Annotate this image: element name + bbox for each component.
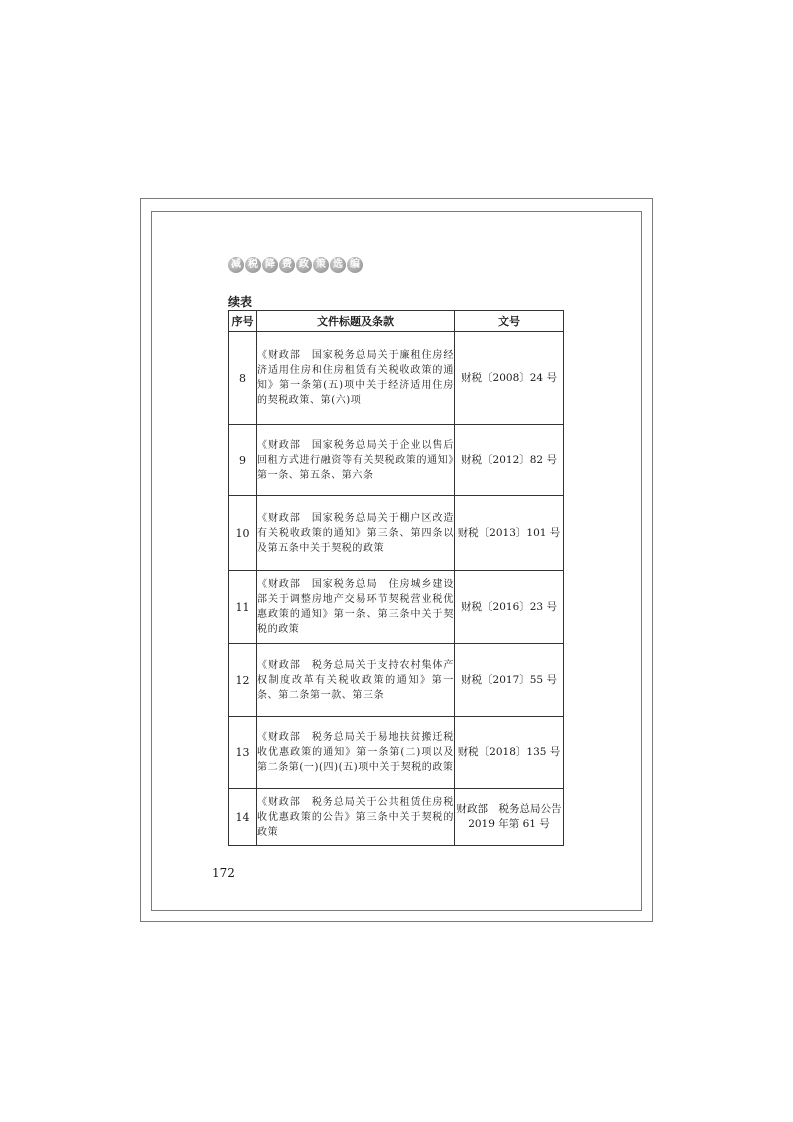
column-header-title: 文件标题及条款 [257,311,455,332]
row-number: 14 [229,789,257,846]
row-title: 《财政部 税务总局关于支持农村集体产权制度改革有关税收政策的通知》第一条、第二条第一款、第三条 [257,644,455,717]
series-char: 政 [296,257,312,273]
row-title: 《财政部 国家税务总局关于棚户区改造有关税收政策的通知》第三条、第四条以及第五条中关于契税的政策 [257,496,455,571]
row-docno: 财税〔2013〕101 号 [455,496,564,571]
row-docno: 财税〔2012〕82 号 [455,425,564,496]
row-title: 《财政部 税务总局关于易地扶贫搬迁税收优惠政策的通知》第一条第(二)项以及第二条第(一)(四)(五)项中关于契税的政策 [257,717,455,789]
row-title: 《财政部 国家税务总局关于廉租住房经济适用住房和住房租赁有关税收政策的通知》第一条第(五)项中关于经济适用住房的契税政策、第(六)项 [257,332,455,425]
row-title: 《财政部 国家税务总局关于企业以售后回租方式进行融资等有关契税政策的通知》第一条、第五条、第六条 [257,425,455,496]
table-row [229,789,564,846]
row-number: 11 [229,571,257,644]
column-header-number: 序号 [229,311,257,332]
table-row [229,425,564,496]
row-title: 《财政部 税务总局关于公共租赁住房税收优惠政策的公告》第三条中关于契税的政策 [257,789,455,846]
row-docno: 财税〔2008〕24 号 [455,332,564,425]
series-char: 减 [228,257,244,273]
series-title [228,257,363,273]
series-char: 策 [313,257,329,273]
row-number: 8 [229,332,257,425]
table-row [229,496,564,571]
policy-table [228,310,564,846]
row-title: 《财政部 国家税务总局 住房城乡建设部关于调整房地产交易环节契税营业税优惠政策的通知》第一条、第三条中关于契税的政策 [257,571,455,644]
series-char: 税 [245,257,261,273]
row-number: 10 [229,496,257,571]
series-char: 编 [347,257,363,273]
row-docno: 财税〔2016〕23 号 [455,571,564,644]
row-number: 9 [229,425,257,496]
series-char: 费 [279,257,295,273]
row-docno: 财税〔2017〕55 号 [455,644,564,717]
continued-table-label: 续表 [228,295,253,309]
table-row [229,571,564,644]
row-number: 13 [229,717,257,789]
table-row [229,717,564,789]
table-row [229,332,564,425]
column-header-docno: 文号 [455,311,564,332]
row-docno: 财政部 税务总局公告 2019 年第 61 号 [455,789,564,846]
page-number: 172 [212,866,235,880]
row-docno: 财税〔2018〕135 号 [455,717,564,789]
table-header-row [229,311,564,332]
row-number: 12 [229,644,257,717]
table-row [229,644,564,717]
series-char: 选 [330,257,346,273]
series-char: 降 [262,257,278,273]
